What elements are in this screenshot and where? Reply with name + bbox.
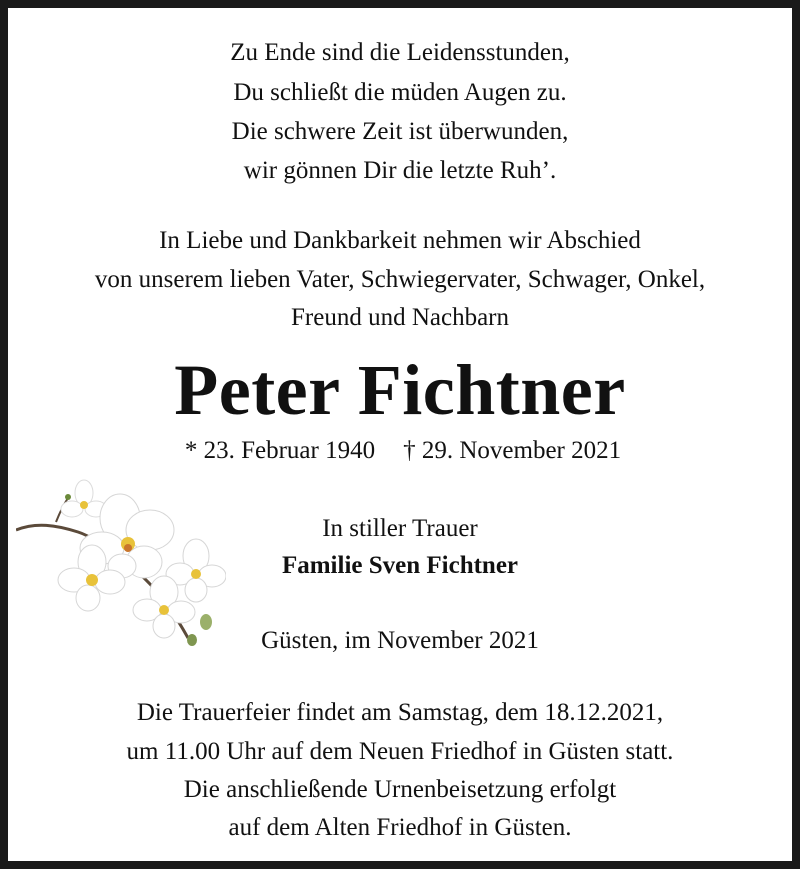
intro-line-3: Freund und Nachbarn [291, 304, 509, 331]
funeral-info-line-4: auf dem Alten Friedhof in Güsten. [228, 814, 572, 841]
funeral-info-line-1: Die Trauerfeier findet am Samstag, dem 18.12.2021, [136, 699, 664, 726]
intro-line-1: In Liebe und Dankbarkeit nehmen wir Abschied [159, 227, 641, 254]
place-date: Güsten, im November 2021 [261, 627, 539, 654]
poem-line-1: Zu Ende sind die Leidensstunden, [230, 39, 570, 66]
funeral-info-line-2: um 11.00 Uhr auf dem Neuen Friedhof in Güsten statt. [126, 738, 674, 765]
mourning-label: In stiller Trauer [322, 515, 478, 542]
family-name: Familie Sven Fichtner [281, 552, 519, 579]
funeral-info-line-3: Die anschließende Urnenbeisetzung erfolgt [183, 776, 617, 803]
intro-line-2: von unserem lieben Vater, Schwiegervater, Schwager, Onkel, [94, 266, 706, 293]
deceased-name: Peter Fichtner [174, 350, 626, 430]
death-date: † 29. November 2021 [403, 437, 622, 464]
birth-date: * 23. Februar 1940 [184, 437, 376, 464]
poem-line-4: wir gönnen Dir die letzte Ruh’. [243, 157, 557, 184]
life-dates [14, 436, 792, 466]
poem-line-2: Du schließt die müden Augen zu. [233, 79, 567, 106]
poem-line-3: Die schwere Zeit ist überwunden, [231, 118, 569, 145]
